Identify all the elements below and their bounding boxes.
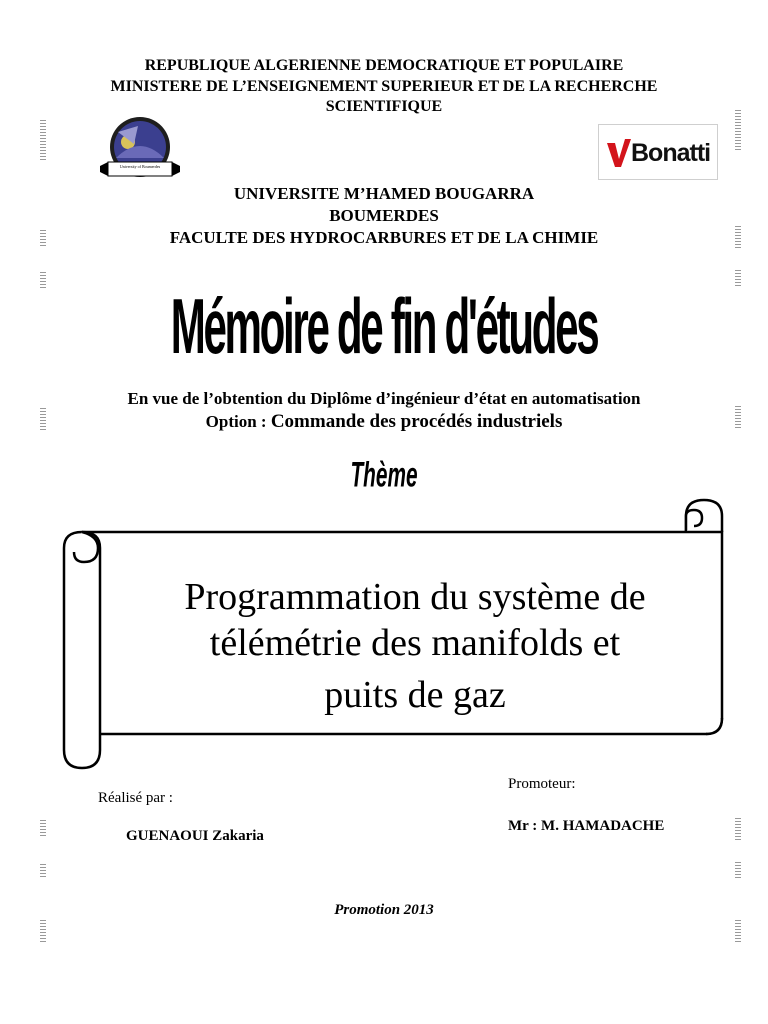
university-logo bbox=[98, 114, 182, 184]
document-title: Mémoire de fin d'études bbox=[170, 283, 598, 371]
margin-mark bbox=[40, 120, 46, 160]
margin-mark bbox=[735, 862, 741, 878]
promotion-year: Promotion 2013 bbox=[334, 902, 434, 918]
option-line bbox=[0, 411, 768, 433]
margin-mark bbox=[735, 818, 741, 840]
university-city: BOUMERDES bbox=[329, 206, 439, 225]
promoteur-label: Promoteur: bbox=[508, 776, 576, 792]
margin-mark bbox=[40, 820, 46, 838]
republic-header: REPUBLIQUE ALGERIENNE DEMOCRATIQUE ET POPULAIRE bbox=[144, 57, 624, 74]
realise-label: Réalisé par : bbox=[98, 790, 173, 806]
margin-mark bbox=[735, 270, 741, 288]
subject-line-3: puits de gaz bbox=[324, 674, 506, 716]
university-seal-caption: University of Boumerdes bbox=[119, 164, 161, 169]
margin-mark bbox=[735, 406, 741, 430]
option-value: Commande des procédés industriels bbox=[270, 411, 563, 432]
subject-line-1: Programmation du système de bbox=[184, 576, 646, 618]
theme-label: Thème bbox=[350, 454, 418, 495]
promoteur-name: Mr : M. HAMADACHE bbox=[508, 818, 665, 834]
ministry-header: MINISTERE DE L’ENSEIGNEMENT SUPERIEUR ET DE LA RECHERCHE bbox=[110, 78, 658, 95]
margin-mark bbox=[40, 920, 46, 944]
faculty-name: FACULTE DES HYDROCARBURES ET DE LA CHIMIE bbox=[169, 228, 599, 247]
bonatti-logo bbox=[598, 124, 718, 180]
margin-mark bbox=[735, 226, 741, 248]
margin-mark bbox=[40, 408, 46, 432]
margin-mark bbox=[40, 272, 46, 290]
university-name: UNIVERSITE M’HAMED BOUGARRA bbox=[233, 184, 535, 203]
diploma-line: En vue de l’obtention du Diplôme d’ingénieur d’état en automatisation bbox=[127, 389, 641, 408]
ministry-header-continued: SCIENTIFIQUE bbox=[325, 98, 443, 115]
bonatti-wordmark: Bonatti bbox=[631, 139, 711, 167]
bonatti-mark-icon bbox=[605, 139, 633, 167]
margin-mark bbox=[40, 230, 46, 248]
margin-mark bbox=[40, 864, 46, 878]
author-name: GUENAOUI Zakaria bbox=[126, 828, 264, 844]
option-label: Option : bbox=[205, 412, 267, 431]
subject-line-2: télémétrie des manifolds et bbox=[209, 622, 621, 664]
margin-mark bbox=[735, 110, 741, 150]
margin-mark bbox=[735, 920, 741, 944]
